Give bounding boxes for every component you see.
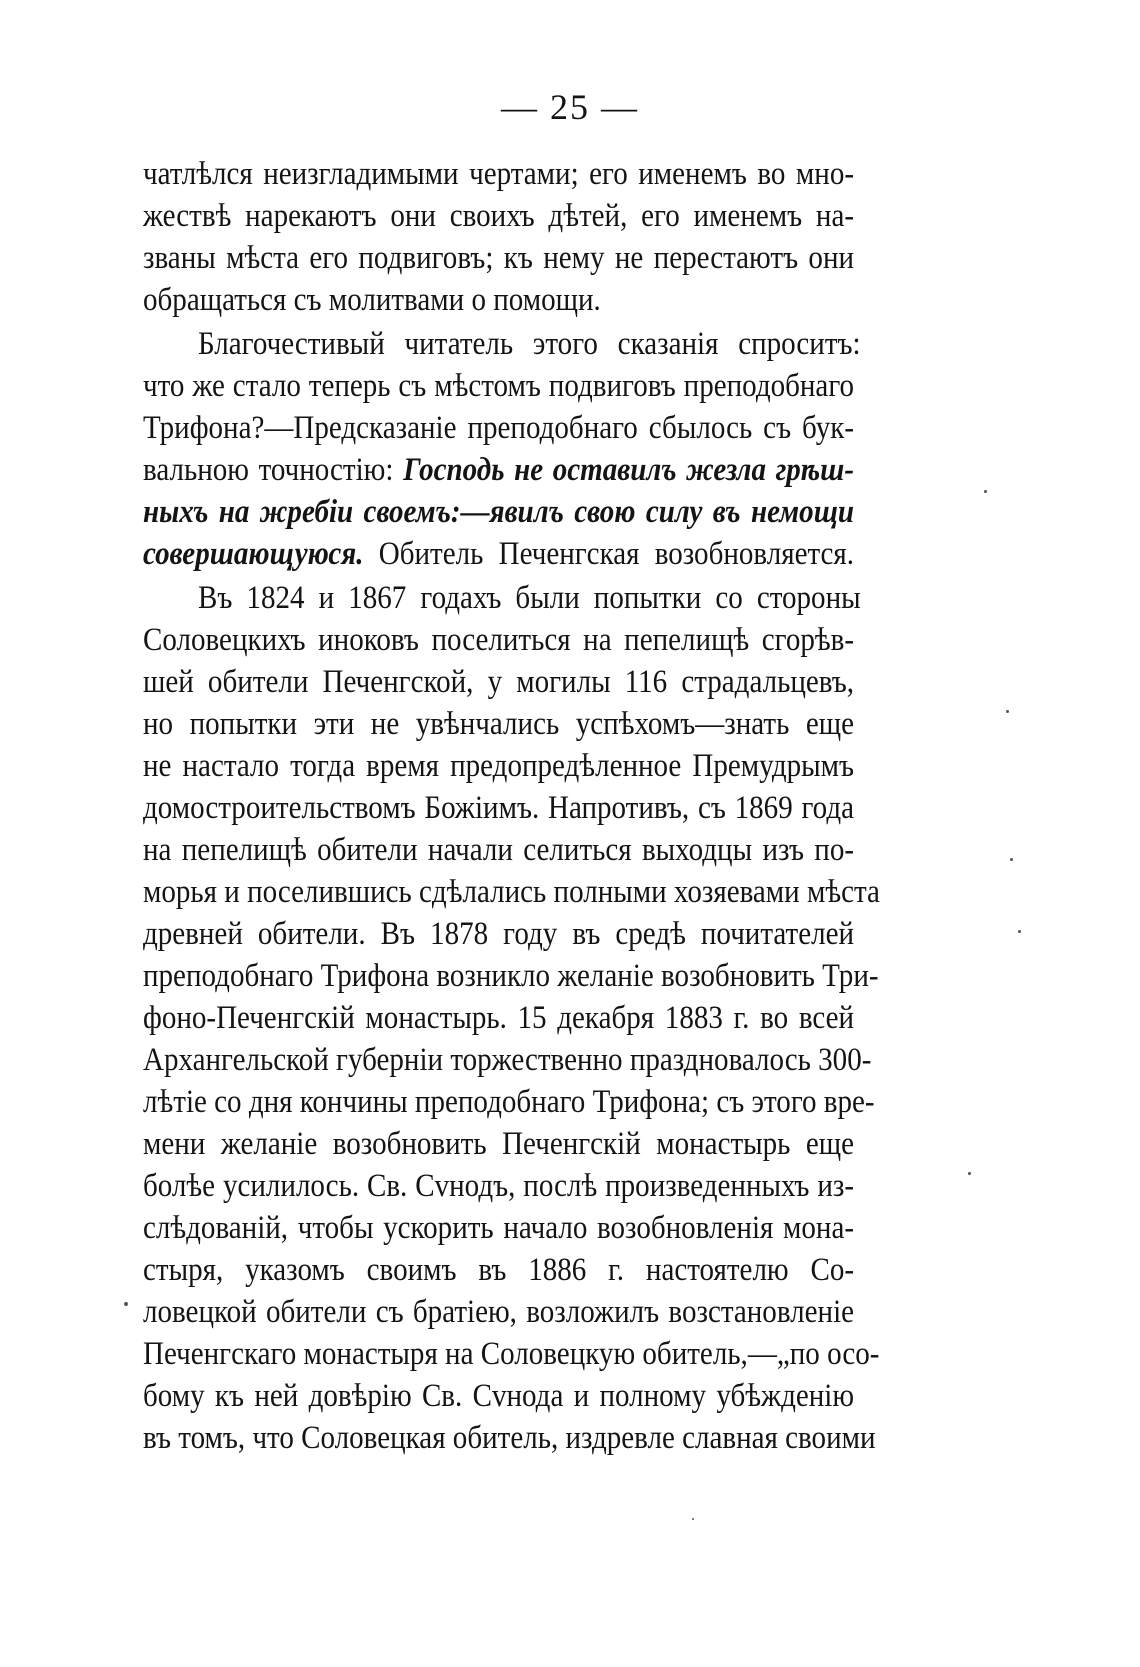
- text-line-5: Благочестивый читатель этого сказанія спроситъ:: [198, 326, 861, 362]
- text-line-18: морья и поселившись сдѣлались полными хозяевами мѣста: [143, 874, 880, 910]
- text-line-17: на пепелищѣ обители начали селиться выходцы изъ по-: [143, 832, 855, 868]
- text-line-16: домостроительствомъ Божіимъ. Напротивъ, съ 1869 года: [143, 790, 855, 826]
- text-line-29: Печенгскаго монастыря на Соловецкую обитель,—„по осо-: [143, 1336, 880, 1372]
- text-line-30: бому къ ней довѣрію Св. Сvнода и полному убѣжденію: [143, 1378, 855, 1414]
- text-line-7: Трифона?—Предсказаніе преподобнаго сбылось съ бук-: [143, 410, 855, 446]
- text-line-15: не настало тогда время предопредѣленное Премудрымъ: [143, 748, 855, 784]
- text-line-23: лѣтіе со дня кончины преподобнаго Трифона; съ этого вре-: [143, 1084, 875, 1120]
- page-number: — 25 —: [501, 87, 639, 127]
- scan-speck: [124, 1302, 128, 1306]
- text-line-3: званы мѣста его подвиговъ; къ нему не перестаютъ они: [143, 240, 855, 276]
- text-line-31: въ томъ, что Соловецкая обитель, издревле славная своими: [143, 1420, 876, 1456]
- scan-speck: [984, 490, 987, 493]
- scan-speck: [692, 1518, 694, 1520]
- text-line-22: Архангельской губерніи торжественно праздновалось 300-: [143, 1042, 872, 1078]
- text-line-21: фоно-Печенгскій монастырь. 15 декабря 1883 г. во всей: [143, 1000, 855, 1036]
- text-line-6: что же стало теперь съ мѣстомъ подвиговъ преподобнаго: [143, 368, 855, 404]
- text-line-2: жествѣ нарекаютъ они своихъ дѣтей, его именемъ на-: [143, 198, 855, 234]
- text-line-27: стыря, указомъ своимъ въ 1886 г. настоятелю Со-: [143, 1252, 855, 1288]
- text-line-25: болѣе усилилось. Св. Сvнодъ, послѣ произведенныхъ из-: [143, 1168, 855, 1204]
- text-line-19: древней обители. Въ 1878 году въ средѣ почитателей: [143, 916, 855, 952]
- text-line-8: [143, 448, 854, 492]
- scan-speck: [968, 1172, 971, 1175]
- text-line-11: Въ 1824 и 1867 годахъ были попытки со стороны: [198, 580, 861, 616]
- text-line-10: [143, 532, 854, 576]
- scan-speck: [1006, 710, 1009, 713]
- text-line-28: ловецкой обители съ братіею, возложилъ возстановленіе: [143, 1294, 855, 1330]
- scan-speck: [1018, 930, 1021, 933]
- text-line-1: чатлѣлся неизгладимыми чертами; его именемъ во мно-: [143, 156, 855, 192]
- text-line-8-a: вальною точностію:: [143, 452, 394, 488]
- text-line-24: мени желаніе возобновить Печенгскій монастырь еще: [143, 1126, 855, 1162]
- scripture-quote-part-1: Господь не оставилъ жезла грѣш-: [403, 452, 855, 488]
- text-line-10-b: Обитель Печенгская возобновляется.: [378, 536, 855, 572]
- text-line-12: Соловецкихъ иноковъ поселиться на пепелищѣ сгорѣв-: [143, 622, 855, 658]
- text-line-20: преподобнаго Трифона возникло желаніе возобновить Три-: [143, 958, 879, 994]
- scripture-quote-part-3: совершающуюся.: [143, 536, 364, 572]
- scan-speck: [1010, 858, 1013, 861]
- text-line-14: но попытки эти не увѣнчались успѣхомъ—знать еще: [143, 706, 855, 742]
- text-line-4: обращаться съ молитвами о помощи.: [143, 282, 601, 318]
- scripture-quote-part-2: ныхъ на жребіи своемъ:—явилъ свою силу въ немощи: [143, 494, 855, 530]
- text-line-26: слѣдованій, чтобы ускорить начало возобновленія мона-: [143, 1210, 855, 1246]
- text-line-13: шей обители Печенгской, у могилы 116 страдальцевъ,: [143, 664, 855, 700]
